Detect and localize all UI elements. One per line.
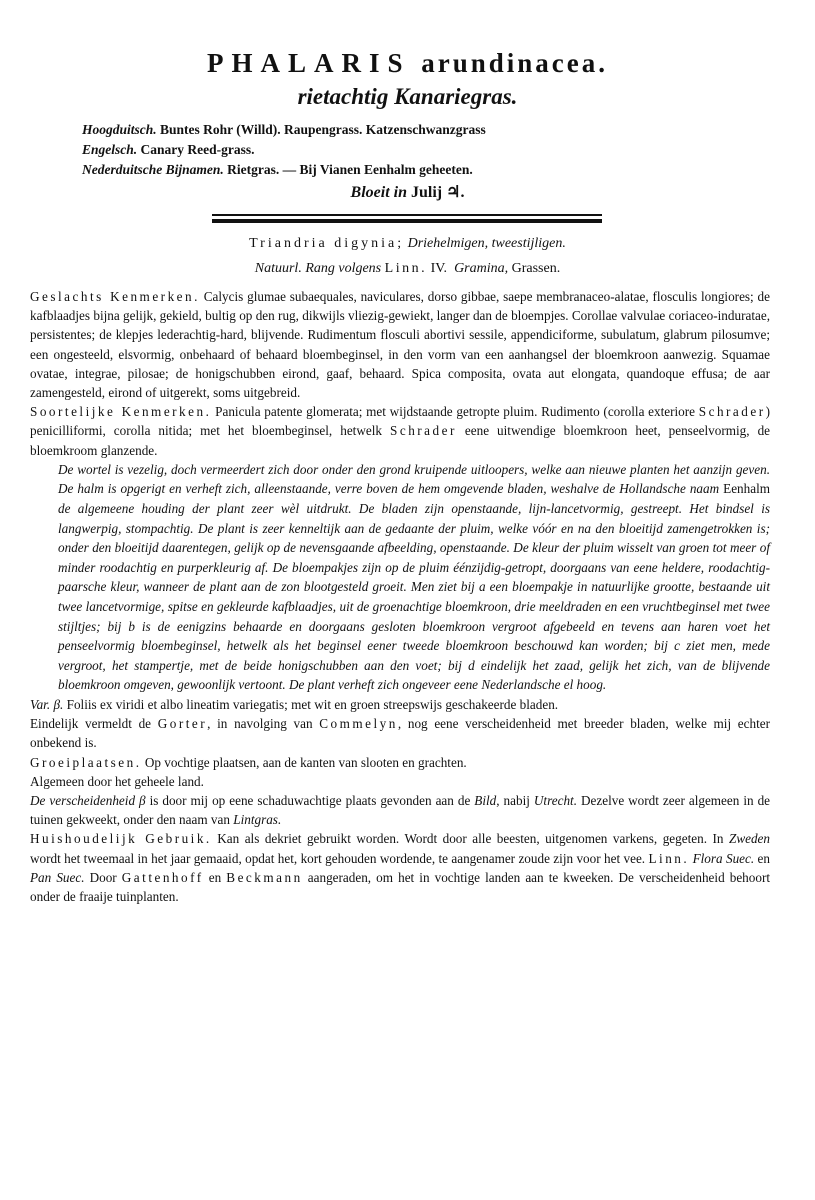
section-text: en — [757, 850, 770, 866]
author-linn: Linn. — [384, 261, 428, 276]
author-name: Gattenhoff — [121, 869, 204, 885]
genus-characters — [30, 287, 770, 402]
description-text: de algemeene houding der plant zeer wèl uitdrukt. De bladen zijn openstaande, lijn-lancetvormig, gestreept. Het bindsel is langwerpig, stompachtig. De plant is zeer kenneltijk aan de gedaante der pluim, welke vóór en na den bloeitijd zamengetrokken is; onder den bloeitijd daarentegen, gelijk op de nevensgaande afbeelding, openstaande. De kleur der pluim wisselt van groen tot meer of minder roodachtig en purperkleurig af. De bloempakjes zijn op de pluim éénzijdig-getropt, doorgaans van eene heldere, roodachtig-paarsche kleur, wanneer de plant aan de zon blootgesteld groeit. Men ziet bij a een bloempakje in natuurlijke grootte, bestaande uit twee lancetvormige, spitse en gekleurde kafblaadjes, uit de groenachtige bloemkroon, drie meeldraden en een vruchtbeginsel met twee stijltjes; bij b is de eenigzins behaarde en doorgaans gesloten bloemkroon vergroot afgebeeld en tevens aan haren voet het penseelvormig bloembeginsel, hetwelk als het beginsel eener tweede bloemkroon beschouwd kan worden; bij c ziet men, mede vergroot, het stampertje, met de beide honigschubben aan den voet; bij d eindelijk het zaad, gelijk het zich, van de blijvende bloemkroon omgeven, gewoonlijk vertoont. De plant verheft zich ongeveer eene Nederlandsche el hoog. — [58, 501, 770, 693]
name-text: Canary Reed-grass. — [140, 142, 255, 157]
section-text: eene uitwendige bloemkroon heet, penseelvormig, de bloemkroom glanzende. — [30, 423, 771, 458]
section-text: aangeraden, om het in vochtige landen aan te kweeken. De verscheidenheid behoort onder de fraaije tuinplanten. — [30, 869, 771, 904]
flowering-time — [0, 182, 815, 202]
common-name: rietachtig Kanariegras. — [297, 84, 518, 109]
family-latin: Gramina, — [454, 261, 509, 276]
variety-label: De verscheidenheid β — [30, 792, 146, 808]
species-name: arundinacea. — [421, 48, 609, 78]
lang-label: Nederduitsche Bijnamen. — [82, 162, 224, 177]
author-name: Gorter — [157, 716, 208, 732]
section-label: Huishoudelijk Gebruik. — [30, 831, 212, 847]
section-text: Panicula patente glomerata; met wijdstaande getropte pluim. Rudimento (corolla exteriore — [215, 404, 696, 420]
note-text: Eindelijk vermeldt de — [30, 716, 152, 732]
place-name: Zweden — [728, 831, 771, 847]
author-name: Schrader — [390, 423, 457, 439]
name-text: Rietgras. — Bij Vianen Eenhalm geheeten. — [227, 162, 473, 177]
place-name: Bild — [474, 792, 497, 808]
linnaean-class: Triandria digynia; — [249, 236, 405, 251]
variety-location — [30, 791, 770, 829]
section-text: Op vochtige plaatsen, aan de kanten van slooten en grachten. — [144, 754, 467, 770]
rank-number: IV. — [430, 261, 448, 276]
lang-label: Hoogduitsch. — [82, 122, 157, 137]
section-text: Calycis glumae subaequales, naviculares, dorso gibbae, saepe membranaceo-alatae, flosculis longiores; de kafblaadjes bijna gelijk, gekield, bultig op den rug, dikwijls vliezig-gewiekt, langer dan de bloempjes. Corollae valvulae coriaceo-induratae, persistentes; de klepjes lederachtig-hard, blijvende. Rudimentum flosculi abortivi sessile, appendiciforme, subulatum, glabrum pilosumve; een ongesteeld, elsvormig, onbehaard of behaard bloembeginsel, in den vorm van een aanhangsel der bloemkroon aanwezig. Squamae ovatae, integrae, pilosae; de honigschubben eirond, gaaf, behaard. Spica composita, ovata aut elongata, quandoque effusa; de aar zamengesteld, eirond of uitgerekt, soms uitgebreid. — [30, 289, 770, 401]
variety-label: Var. β. — [30, 696, 64, 712]
author-name: Linn. — [648, 850, 690, 866]
section-text: ) penicilliformi, corolla nitida; met het bloembeginsel, hetwelk — [30, 404, 771, 439]
genus-name: PHALARIS — [206, 48, 411, 78]
description — [58, 460, 770, 695]
divider-thin — [212, 214, 602, 216]
divider-thick — [212, 219, 602, 223]
name-line-german — [82, 120, 742, 140]
section-label: Soortelijke Kenmerken. — [30, 404, 212, 420]
rank-label: Natuurl. Rang volgens — [254, 261, 382, 276]
section-label: Groeiplaatsen. — [30, 754, 142, 770]
section-label: Geslachts Kenmerken. — [30, 289, 200, 304]
description-text: De wortel is vezelig, doch vermeerdert zich door onder den grond kruipende uitloopers, welke aan nieuwe planten het aanzijn geven. De halm is opgerigt en verheft zich, alleenstaande, verre boven de hem omgevende bladen, weshalve de Hollandsche naam — [58, 461, 770, 497]
main-text — [30, 287, 770, 906]
variety — [30, 695, 770, 714]
vernacular-names — [82, 120, 742, 180]
flowering-label: Bloeit in — [350, 184, 407, 201]
note-text: , nog eene verscheidenheid met breeder bladen, welke mij echter onbekend is. — [30, 716, 771, 751]
dutch-name: Lintgras. — [233, 812, 282, 828]
economic-use — [30, 829, 770, 906]
family-dutch: Grassen. — [511, 261, 561, 276]
note-text: , in navolging van — [207, 716, 313, 732]
lang-label: Engelsch. — [82, 142, 138, 157]
section-text: , nabij — [496, 792, 530, 808]
place-name: Utrecht. — [533, 792, 577, 808]
classification-line-2 — [0, 261, 815, 277]
section-text: Kan als dekriet gebruikt worden. Wordt door alle beesten, uitgenomen varkens, gegeten. In — [217, 831, 724, 847]
species-characters — [30, 402, 770, 460]
habitat-general: Algemeen door het geheele land. — [30, 773, 204, 789]
page-title — [0, 48, 815, 79]
variety-note — [30, 714, 770, 752]
section-text: en — [208, 869, 222, 885]
section-text: is door mij op eene schaduwachtige plaats gevonden aan de — [149, 792, 471, 808]
dutch-class: Driehelmigen, tweestijligen. — [407, 236, 566, 251]
author-name: Schrader — [698, 404, 766, 420]
name-text: Buntes Rohr (Willd). Raupengrass. Katzenschwanzgrass — [160, 122, 486, 137]
work-title: Pan Suec. — [30, 869, 85, 885]
dutch-name: Eenhalm — [723, 481, 771, 497]
flowering-value: Julij ♃. — [410, 184, 465, 201]
author-name: Commelyn — [319, 716, 398, 732]
section-text: wordt het tweemaal in het jaar gemaaid, opdat het, kort gehouden wordende, te aangenamer zoude zijn voor het vee. — [30, 850, 646, 866]
name-line-english — [82, 140, 742, 160]
section-text: Dezelve wordt zeer algemeen in de tuinen gekweekt, onder den naam van — [30, 792, 771, 828]
section-text: Door — [89, 869, 117, 885]
author-name: Beckmann — [226, 869, 303, 885]
variety-text: Foliis ex viridi et albo lineatim variegatis; met wit en groen streepswijs geschakeerde bladen. — [66, 696, 559, 712]
name-line-dutch — [82, 160, 742, 180]
habitat — [30, 753, 770, 772]
work-title: Flora Suec. — [692, 850, 755, 866]
classification-line-1 — [0, 236, 815, 252]
